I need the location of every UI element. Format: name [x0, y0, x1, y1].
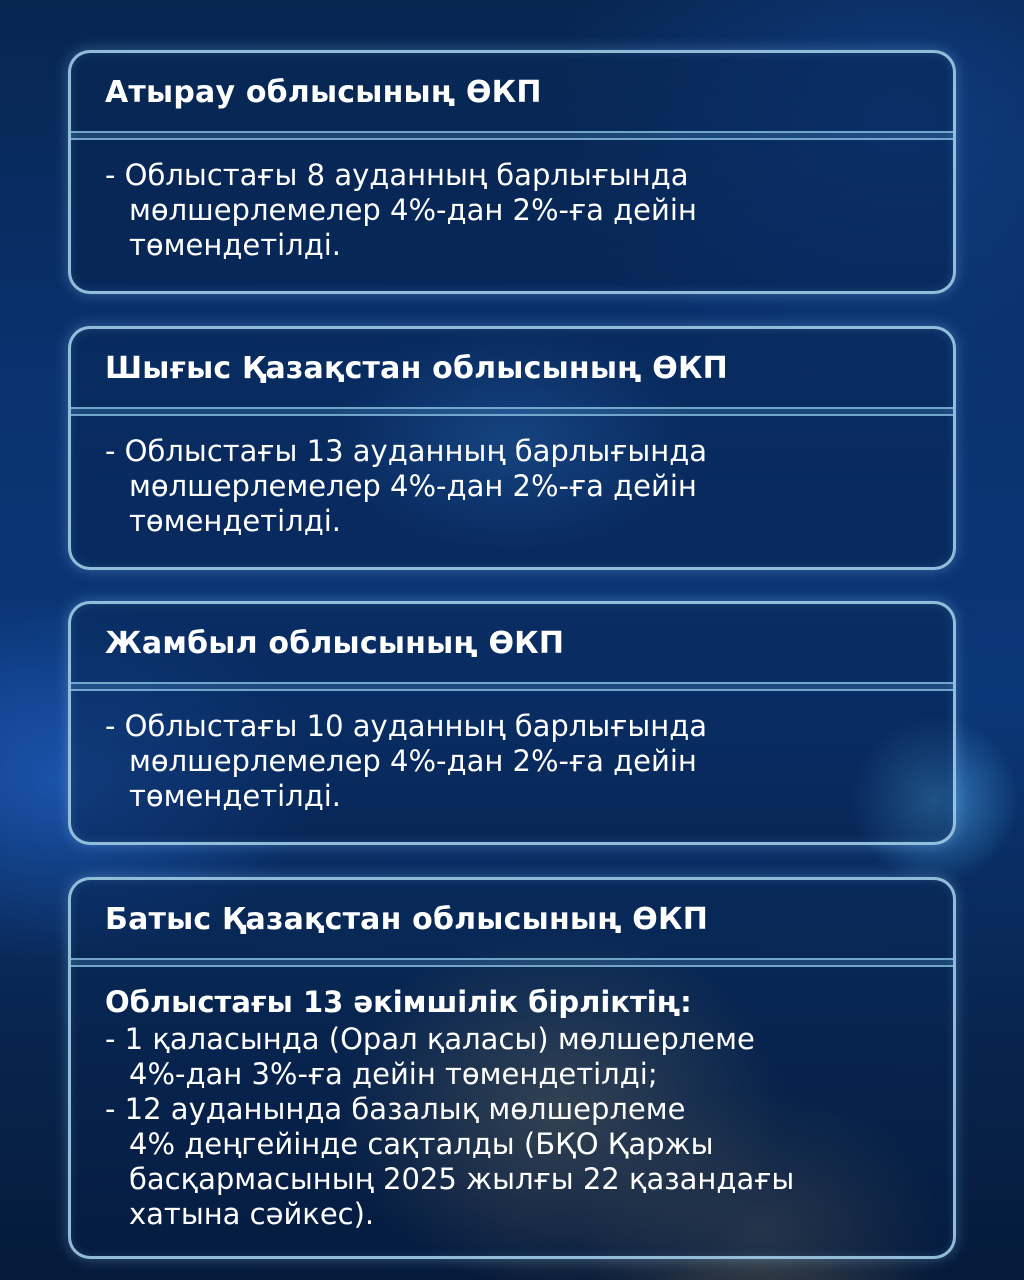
card-divider — [71, 682, 953, 691]
card-lead-text: Облыстағы 13 әкімшілік бірліктің: — [105, 985, 692, 1019]
card-divider — [71, 131, 953, 140]
card-title: Шығыс Қазақстан облысының ӨКП — [105, 351, 728, 386]
card-body — [71, 416, 953, 539]
info-card-west-kazakhstan — [68, 877, 956, 1259]
card-body — [71, 140, 953, 263]
card-body — [71, 691, 953, 814]
card-list-item: - 12 ауданында базалық мөлшерлеме 4% деңгейінде сақталды (БҚО Қаржы басқармасының 2025 жылғы 22 қазандағы хатына сәйкес). — [105, 1092, 795, 1231]
card-list-item: - 1 қаласында (Орал қаласы) мөлшерлеме 4%-дан 3%-ға дейін төмендетілді; — [105, 1022, 755, 1091]
info-card-atyrau — [68, 50, 956, 294]
card-text: - Облыстағы 8 ауданның барлығында мөлшерлемелер 4%-дан 2%-ға дейін төмендетілді. — [105, 158, 697, 262]
card-divider — [71, 407, 953, 416]
card-title: Атырау облысының ӨКП — [105, 75, 542, 110]
card-body — [71, 967, 953, 1232]
info-card-zhambyl — [68, 601, 956, 845]
card-title: Жамбыл облысының ӨКП — [105, 626, 565, 661]
card-title: Батыс Қазақстан облысының ӨКП — [105, 902, 709, 937]
info-card-east-kazakhstan — [68, 326, 956, 570]
card-text: - Облыстағы 13 ауданның барлығында мөлшерлемелер 4%-дан 2%-ға дейін төмендетілді. — [105, 434, 708, 538]
card-divider — [71, 958, 953, 967]
card-text: - Облыстағы 10 ауданның барлығында мөлшерлемелер 4%-дан 2%-ға дейін төмендетілді. — [105, 709, 708, 813]
